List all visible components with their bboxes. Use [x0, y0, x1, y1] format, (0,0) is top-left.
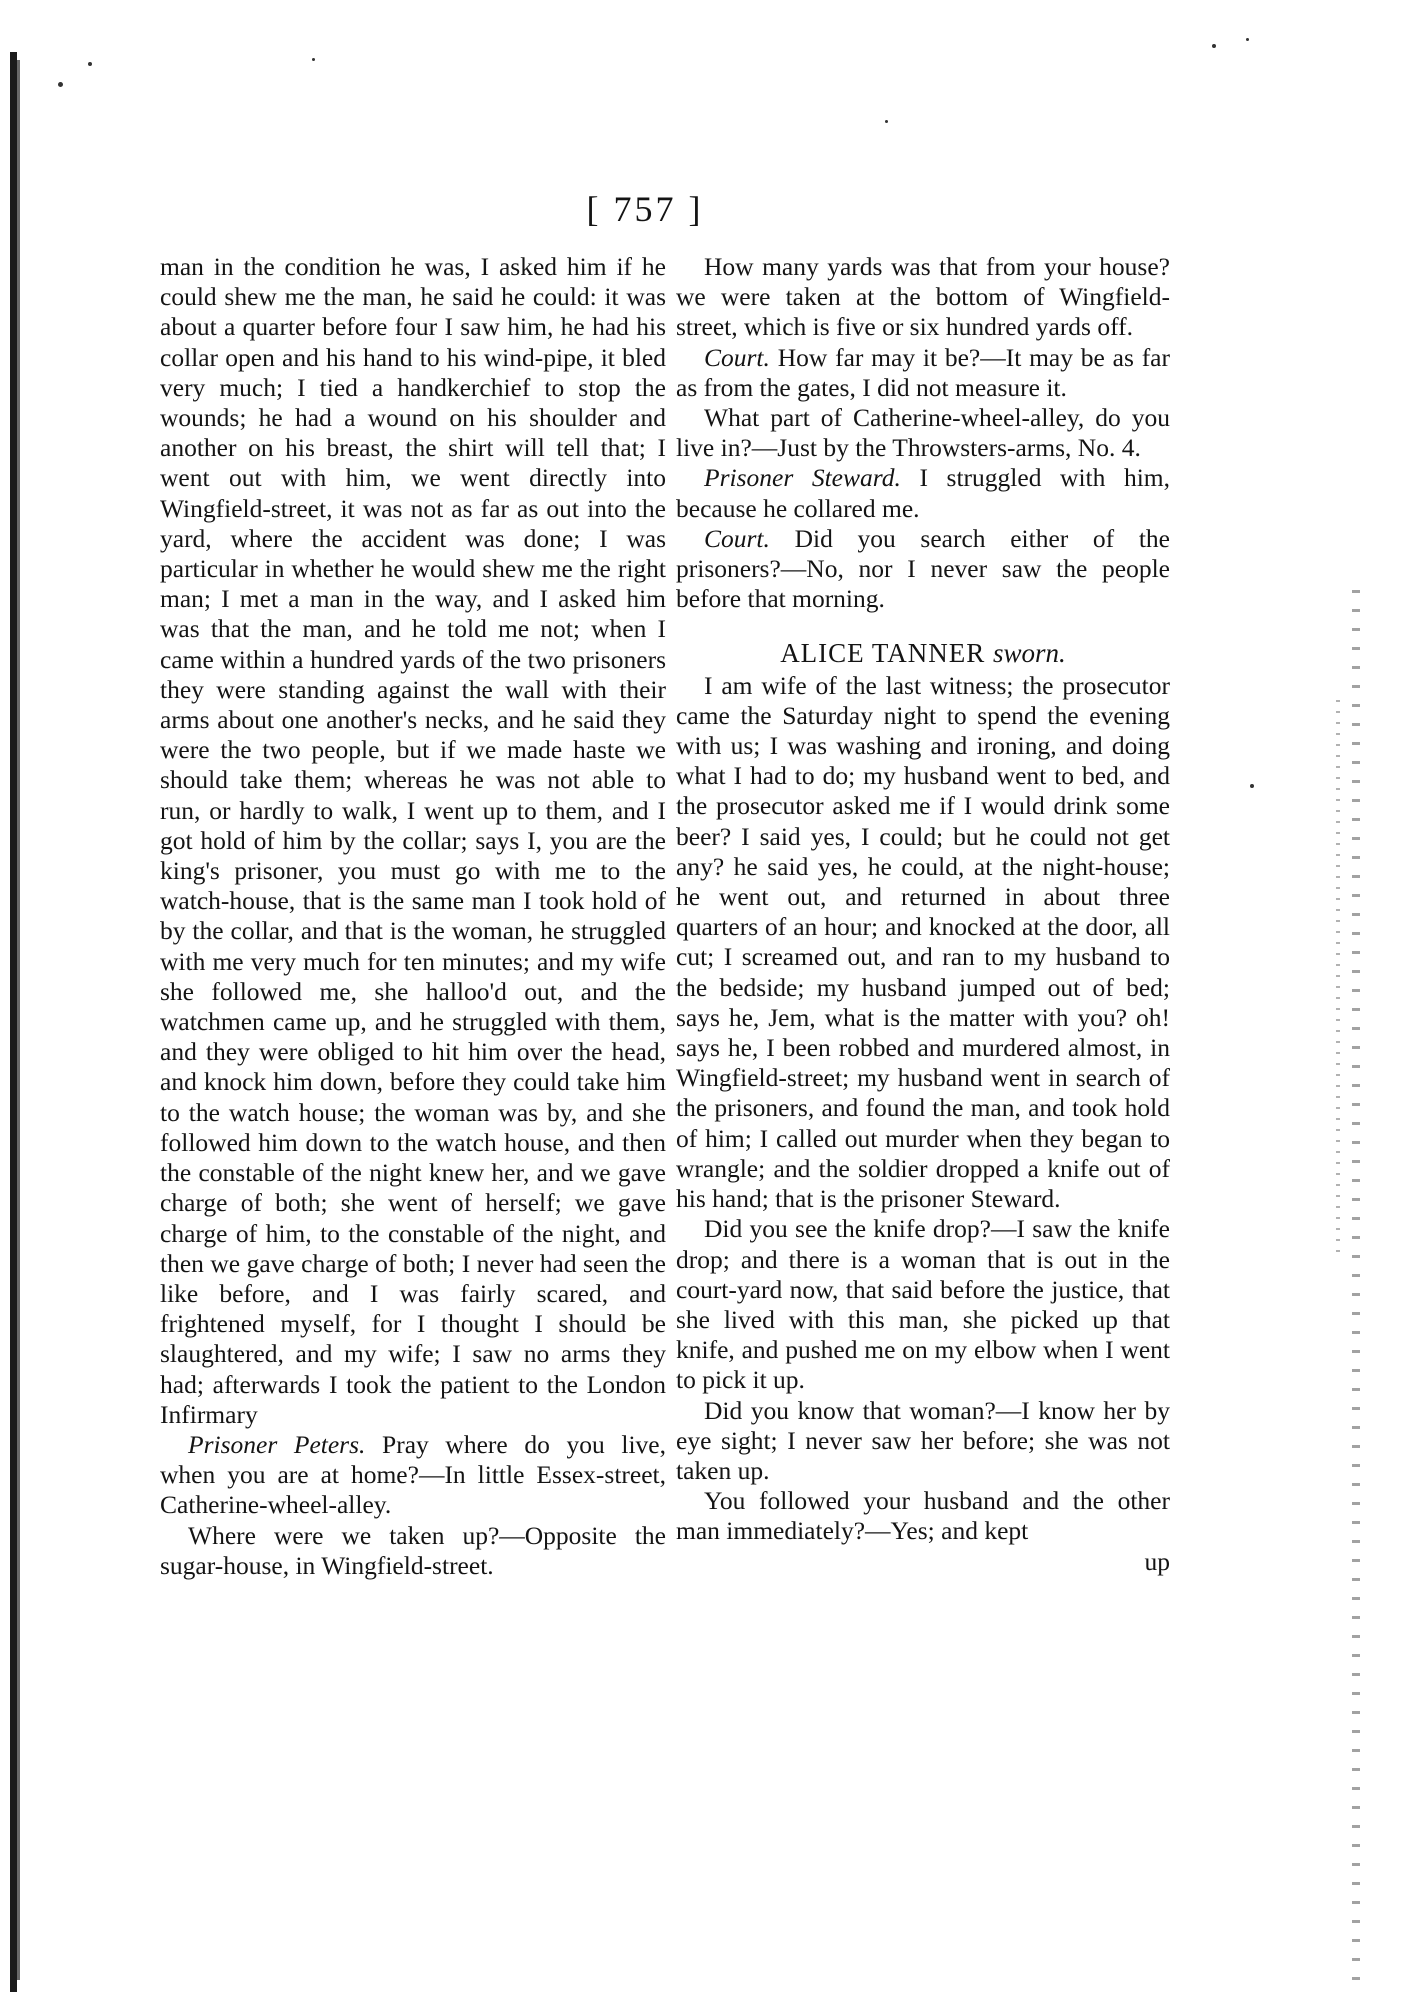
paragraph — [676, 343, 1170, 403]
speaker-label: Prisoner Peters. — [188, 1429, 366, 1459]
right-column — [676, 252, 1170, 1577]
speaker-label: Court. — [704, 342, 770, 372]
speaker-label: Court. — [704, 523, 770, 553]
page-edge-marks — [1352, 590, 1360, 1990]
paragraph-text: man in the condition he was, I asked him if he could shew me the man, he said he could: it was about a quarter before four I saw him, he had his collar open and his hand to his wind-pipe, it bled very much; I tied a handkerchief to stop the wounds; he had a wound on his shoulder and another on his breast, the shirt will tell that; I went out with him, we went directly into Wingfield-street, it was not as far as out into the yard, where the accident was done; I was particular in whether he would shew me the right man; I met a man in the way, and I asked him was that the man, and he told me not; when I came within a hundred yards of the two prisoners they were standing against the wall with their arms about one another's necks, and he said they were the two people, but if we made haste we should take them; whereas he was not able to run, or hardly to walk, I went up to them, and I got hold of him by the collar; says I, you are the king's prisoner, you must go with me to the watch-house, that is the same man I took hold of by the collar, and that is the woman, he struggled with me very much for ten minutes; and my wife she followed me, she halloo'd out, and the watchmen came up, and he struggled with them, and they were obliged to hit him over the head, and knock him down, before they could take him to the watch house; the woman was by, and she followed him down to the watch house, and then the constable of the night knew her, and we gave charge of both; she went of herself; we gave charge of him, to the constable of the night, and then we gave charge of both; I never had seen the like before, and I was fairly scared, and frightened myself, for I thought I should be slaughtered, and my wife; I saw no arms they had; afterwards I took the patient to the London Infirmary — [160, 252, 666, 1429]
paragraph — [160, 252, 666, 1430]
catchword-text: up — [1144, 1546, 1170, 1576]
scan-speck — [1246, 38, 1249, 41]
scan-speck — [58, 82, 63, 87]
scan-speck — [1212, 44, 1216, 48]
page-spine-edge — [10, 52, 17, 1992]
paragraph — [676, 524, 1170, 615]
paragraph-text: Where were we taken up?—Opposite the sugar-house, in Wingfield-street. — [160, 1520, 666, 1580]
paragraph — [160, 1430, 666, 1521]
paragraph — [676, 403, 1170, 463]
witness-name: ALICE TANNER — [780, 638, 986, 669]
paragraph-text: Pray where do you live, when you are at home?—In little Essex-street, Catherine-wheel-alley. — [160, 1429, 666, 1520]
paragraph-text: I struggled with him, because he collared me. — [676, 463, 1170, 523]
paragraph-text: You followed your husband and the other man immediately?—Yes; and kept — [676, 1486, 1170, 1546]
paragraph-text: How many yards was that from your house? we were taken at the bottom of Wingfield-street, which is five or six hundred yards off. — [676, 252, 1170, 342]
catchword — [676, 1547, 1170, 1577]
paragraph — [676, 671, 1170, 1215]
speaker-label: Prisoner Steward. — [704, 463, 901, 493]
paragraph-text: Did you search either of the prisoners?—No, nor I never saw the people before that morning. — [676, 523, 1170, 614]
paragraph-text: How far may it be?—It may be as far as from the gates, I did not measure it. — [676, 342, 1170, 402]
page-edge-marks-secondary — [1336, 700, 1340, 1260]
witness-heading — [676, 638, 1170, 668]
scan-speck — [312, 58, 315, 61]
paragraph-text: What part of Catherine-wheel-alley, do you live in?—Just by the Throwsters-arms, No. 4. — [676, 403, 1170, 463]
scan-speck — [885, 120, 888, 123]
witness-sworn: sworn. — [993, 638, 1066, 669]
page-spine-shadow — [17, 60, 20, 1980]
page-number: [ 757 ] — [586, 189, 704, 229]
left-column — [160, 252, 666, 1581]
paragraph-text: Did you see the knife drop?—I saw the knife drop; and there is a woman that is out in the court-yard now, that said before the justice, that she lived with this man, she picked up that knife, and pushed me on my elbow when I went to pick it up. — [676, 1214, 1170, 1395]
paragraph — [676, 1396, 1170, 1487]
paragraph — [676, 252, 1170, 343]
paragraph — [160, 1521, 666, 1581]
paragraph — [676, 1486, 1170, 1546]
paragraph-text: I am wife of the last witness; the prosecutor came the Saturday night to spend the evening with us; I was washing and ironing, and doing what I had to do; my husband went to bed, and the prosecutor asked me if I would drink some beer? I said yes, I could; but he could not get any? he said yes, he could, at the night-house; he went out, and returned in about three quarters of an hour; and knocked at the door, all cut; I screamed out, and ran to my husband to the bedside; my husband jumped out of bed; says he, Jem, what is the matter with you? oh! says he, I been robbed and murdered almost, in Wingfield-street; my husband went in search of the prisoners, and found the man, and took hold of him; I called out murder when they began to wrangle; and the soldier dropped a knife out of his hand; that is the prisoner Steward. — [676, 670, 1170, 1214]
paragraph — [676, 463, 1170, 523]
scan-speck — [1250, 784, 1254, 788]
paragraph — [676, 1214, 1170, 1395]
scan-speck — [88, 62, 92, 66]
paragraph-text: Did you know that woman?—I know her by eye sight; I never saw her before; she was not taken up. — [676, 1395, 1170, 1485]
